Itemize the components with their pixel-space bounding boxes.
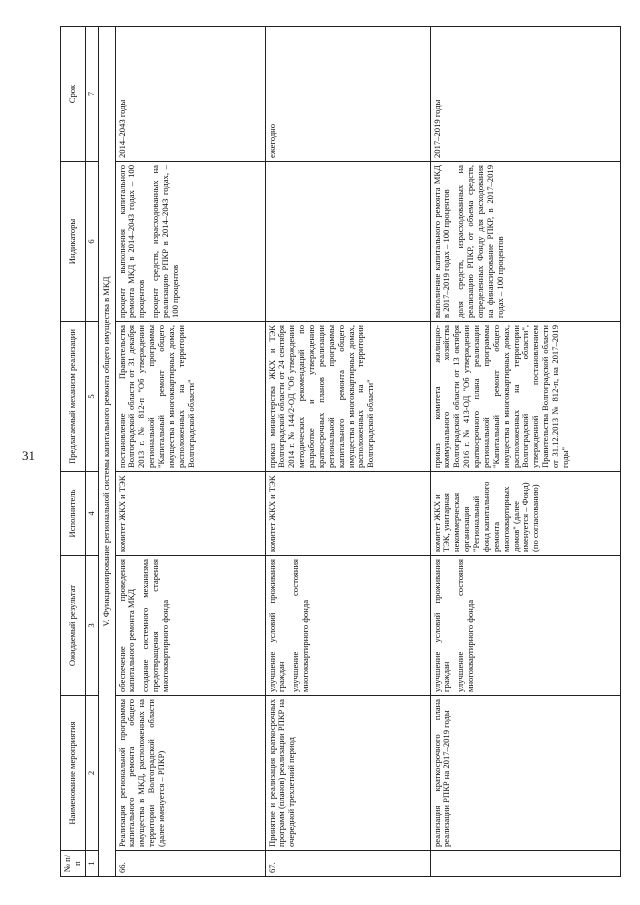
table-row xyxy=(430,27,620,877)
row-name: Принятие и реализация краткосрочных программ (планов) реализации РПКР на очередной трехлетний период xyxy=(265,696,430,851)
result-line: улучшение состояния многоквартирного фонда xyxy=(290,559,311,692)
col-number: 5 xyxy=(85,322,98,472)
measures-table xyxy=(60,26,621,877)
header-row xyxy=(61,27,86,877)
row-term: 2017–2019 годы xyxy=(430,27,620,162)
row-executor: комитет ЖКХ и ТЭК, унитарная некоммерческая организация "Региональный фонд капитального ремонта многоквартирных домов" (далее именуется – Фонд) (по согласованию) xyxy=(430,472,620,556)
row-results xyxy=(265,556,430,696)
row-mechanism: постановление Правительства Волгоградской области от 31 декабря 2013 г. № 812-п "Об утверждении региональной программы "Капитальный ремонт общего имущества в многоквартирных домах, расположенных на территории Волгоградской области" xyxy=(115,322,265,472)
row-num xyxy=(430,851,620,877)
row-mechanism: приказ министерства ЖКХ и ТЭК Волгоградской области от 24 сентября 2014 г. № 144/2-ОД "Об утверждении методических рекомендаций по разработке и утверждению краткосрочных планов реализации региональной программы капитального ремонта общего имущества в многоквартирных домах, расположенных на территории Волгоградской области" xyxy=(265,322,430,472)
section-title: V. Функционирование региональной системы капитального ремонта общего имущества в МКД xyxy=(98,27,115,877)
result-line: улучшение условий проживания граждан xyxy=(431,559,452,692)
result-line: улучшение условий проживания граждан xyxy=(266,559,287,692)
row-name: реализация краткосрочного плана реализации РПКР на 2017–2019 годы xyxy=(430,696,620,851)
row-term: 2014–2043 годы xyxy=(115,27,265,162)
header-term: Срок xyxy=(61,27,86,162)
table-row xyxy=(265,27,430,877)
indicator-line: выполнение капитального ремонта МКД в 2017–2019 годах – 100 процентов xyxy=(431,165,452,318)
result-line: обеспечение проведения капитального ремонта МКД xyxy=(116,559,137,692)
row-num: 66. xyxy=(115,851,265,877)
header-mechanism: Предлагаемый механизм реализации xyxy=(61,322,86,472)
result-line: создание системного механизма предотвращения старения многоквартирного фонда xyxy=(140,559,170,692)
row-mechanism: приказ комитета жилищно-коммунального хозяйства Волгоградской области от 13 октября 2016 г. № 413-ОД "Об утверждении краткосрочного плана реализации региональной программы "Капитальный ремонт общего имущества в многоквартирных домах, расположенных на территории Волгоградской области", утвержденной постановлением Правительства Волгоградской области от 31.12.2013 № 812-п, на 2017–2019 годы" xyxy=(430,322,620,472)
row-indicators xyxy=(430,162,620,322)
col-number: 7 xyxy=(85,27,98,162)
indicator-line: доля средств, израсходованных на реализацию РПКР, от объема средств, определенных Фонду для расходования на финансирование РПКР, в 2017–2019 годах – 100 процентов xyxy=(455,165,505,318)
row-name: Реализация региональной программы капитального ремонта общего имущества в МКД, расположенных на территории Волгоградской области (далее именуется – РПКР) xyxy=(115,696,265,851)
col-number: 4 xyxy=(85,472,98,556)
row-indicators xyxy=(115,162,265,322)
header-indicators: Индикаторы xyxy=(61,162,86,322)
indicator-line: процент выполнения капитального ремонта МКД в 2014–2043 годах – 100 процентов xyxy=(116,165,147,318)
row-executor: комитет ЖКХ и ТЭК xyxy=(265,472,430,556)
row-executor: комитет ЖКХ и ТЭК xyxy=(115,472,265,556)
row-num: 67. xyxy=(265,851,430,877)
result-line: улучшение состояния многоквартирного фонда xyxy=(455,559,476,692)
header-num: № п/п xyxy=(61,851,86,877)
row-term: ежегодно xyxy=(265,27,430,162)
row-indicators xyxy=(265,162,430,322)
header-result: Ожидаемый результат xyxy=(61,556,86,696)
col-number: 1 xyxy=(85,851,98,877)
table-row xyxy=(115,27,265,877)
row-results xyxy=(430,556,620,696)
rotated-table-container xyxy=(60,27,625,877)
col-number: 2 xyxy=(85,696,98,851)
column-numbers-row xyxy=(85,27,98,877)
header-name: Наименование мероприятия xyxy=(61,696,86,851)
header-executor: Исполнитель xyxy=(61,472,86,556)
section-row xyxy=(98,27,115,877)
col-number: 6 xyxy=(85,162,98,322)
row-results xyxy=(115,556,265,696)
indicator-line: процент средств, израсходованных на реализацию РПКР в 2014–2043 годах, – 100 процентов xyxy=(150,165,180,318)
col-number: 3 xyxy=(85,556,98,696)
page-number: 31 xyxy=(22,448,35,463)
